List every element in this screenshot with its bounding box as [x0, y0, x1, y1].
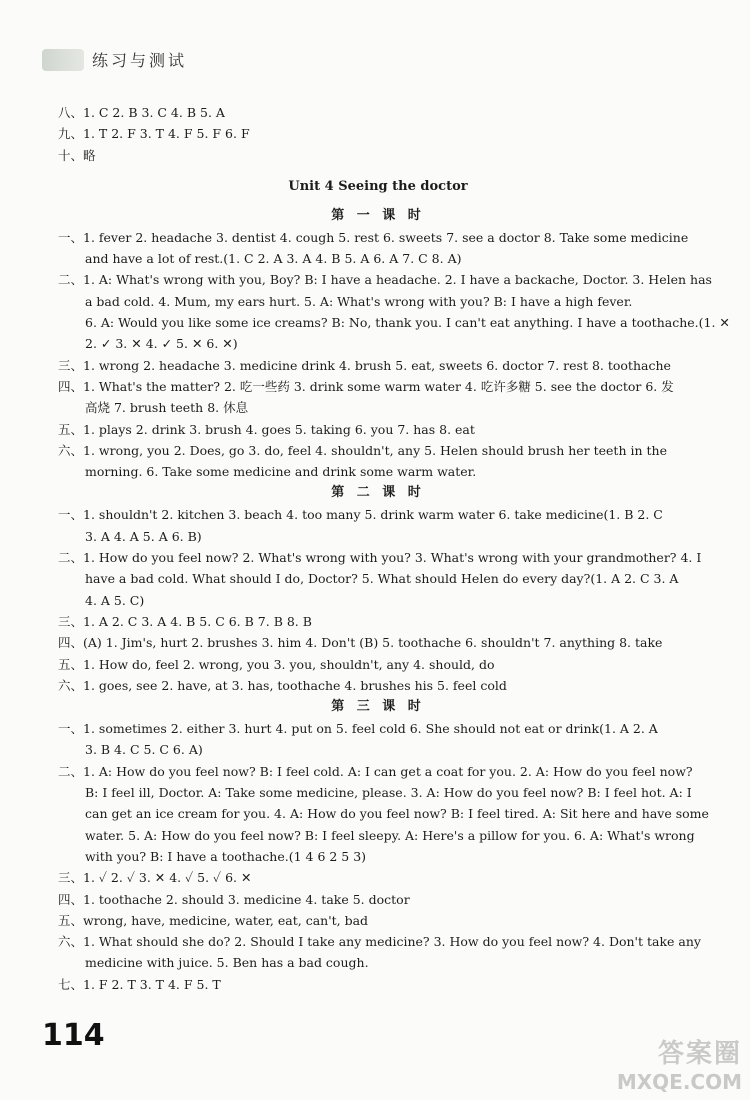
lesson-3-title: 第 三 课 时: [331, 699, 425, 715]
answer-line: 五、1. How do, feel 2. wrong, you 3. you, shouldn't, any 4. should, do: [58, 656, 495, 672]
watermark-text: 答案圈: [657, 1039, 742, 1069]
answer-line: morning. 6. Take some medicine and drink some warm water.: [85, 464, 477, 480]
page-header: [42, 48, 187, 71]
answer-line: 三、1. wrong 2. headache 3. medicine drink 4. brush 5. eat, sweets 6. doctor 7. rest 8. toothache: [58, 357, 671, 373]
answer-line: 一、1. fever 2. headache 3. dentist 4. cough 5. rest 6. sweets 7. see a doctor 8. Take some medicine: [58, 229, 689, 245]
header-logo: [42, 49, 84, 71]
answer-line: have a bad cold. What should I do, Doctor? 5. What should Helen do every day?(1. A 2. C 3. A: [85, 571, 679, 587]
answer-line: 3. B 4. C 5. C 6. A): [85, 742, 203, 758]
answer-content: [58, 102, 730, 995]
answer-line: B: I feel ill, Doctor. A: Take some medicine, please. 3. A: How do you feel now? B: I feel hot. A: I: [85, 785, 692, 801]
answer-line: 五、1. plays 2. drink 3. brush 4. goes 5. taking 6. you 7. has 8. eat: [58, 421, 475, 437]
answer-line: medicine with juice. 5. Ben has a bad cough.: [85, 955, 369, 971]
answer-line: can get an ice cream for you. 4. A: How do you feel now? B: I feel tired. A: Sit here and have some: [85, 806, 709, 822]
answer-line: 五、wrong, have, medicine, water, eat, can't, bad: [58, 912, 369, 928]
unit-title: Unit 4 Seeing the doctor: [288, 178, 468, 194]
answer-line: 六、1. goes, see 2. have, at 3. has, toothache 4. brushes his 5. feel cold: [58, 677, 507, 693]
answer-line: 4. A 5. C): [85, 592, 145, 608]
answer-line: with you? B: I have a toothache.(1 4 6 2 5 3): [85, 848, 367, 864]
answer-line: and have a lot of rest.(1. C 2. A 3. A 4. B 5. A 6. A 7. C 8. A): [85, 251, 462, 267]
answer-line: 一、1. sometimes 2. either 3. hurt 4. put on 5. feel cold 6. She should not eat or drink(1. A 2. A: [58, 721, 658, 737]
answer-line: a bad cold. 4. Mum, my ears hurt. 5. A: What's wrong with you? B: I have a high fever.: [85, 293, 633, 309]
answer-line: 四、(A) 1. Jim's, hurt 2. brushes 3. him 4. Don't (B) 5. toothache 6. shouldn't 7. anything 8. take: [58, 635, 663, 651]
watermark-url: MXQE.COM: [616, 1070, 742, 1094]
answer-line: 三、1. A 2. C 3. A 4. B 5. C 6. B 7. B 8. B: [58, 613, 312, 629]
lesson-2-title: 第 二 课 时: [331, 485, 425, 501]
answer-line: 十、略: [58, 147, 96, 163]
book-title: 练习与测试: [92, 51, 188, 70]
answer-line: 2. ✓ 3. ✕ 4. ✓ 5. ✕ 6. ✕): [85, 336, 238, 352]
lesson-1-title: 第 一 课 时: [331, 207, 425, 223]
answer-line: 九、1. T 2. F 3. T 4. F 5. F 6. F: [58, 126, 250, 142]
answer-line: 三、1. ✓ 2. ✓ 3. ✕ 4. ✓ 5. ✓ 6. ✕: [58, 870, 252, 886]
answer-line: 四、1. toothache 2. should 3. medicine 4. take 5. doctor: [58, 891, 410, 907]
answer-line: 六、1. What should she do? 2. Should I take any medicine? 3. How do you feel now? 4. Don't take any: [58, 934, 701, 950]
answer-line: 七、1. F 2. T 3. T 4. F 5. T: [58, 976, 221, 992]
answer-line: 二、1. How do you feel now? 2. What's wrong with you? 3. What's wrong with your grandmother? 4. I: [58, 550, 702, 566]
answer-line: 高烧 7. brush teeth 8. 休息: [85, 400, 249, 416]
watermark: [617, 1033, 742, 1094]
answer-line: water. 5. A: How do you feel now? B: I feel sleepy. A: Here's a pillow for you. 6. A: What's wrong: [85, 827, 695, 843]
answer-line: 六、1. wrong, you 2. Does, go 3. do, feel 4. shouldn't, any 5. Helen should brush her teeth in the: [58, 442, 667, 458]
answer-line: 3. A 4. A 5. A 6. B): [85, 528, 202, 544]
page-number: 114: [42, 1018, 105, 1053]
answer-line: 6. A: Would you like some ice creams? B: No, thank you. I can't eat anything. I have a toothache.(1. ✕: [85, 315, 730, 331]
answer-line: 一、1. shouldn't 2. kitchen 3. beach 4. too many 5. drink warm water 6. take medicine(1. B 2. C: [58, 507, 663, 523]
answer-line: 四、1. What's the matter? 2. 吃一些药 3. drink some warm water 4. 吃许多糖 5. see the doctor 6. 发: [58, 378, 674, 394]
answer-line: 二、1. A: What's wrong with you, Boy? B: I have a headache. 2. I have a backache, Doctor. 3. Helen has: [58, 272, 712, 288]
answer-line: 二、1. A: How do you feel now? B: I feel cold. A: I can get a coat for you. 2. A: How do you feel now?: [58, 763, 693, 779]
answer-line: 八、1. C 2. B 3. C 4. B 5. A: [58, 105, 225, 120]
